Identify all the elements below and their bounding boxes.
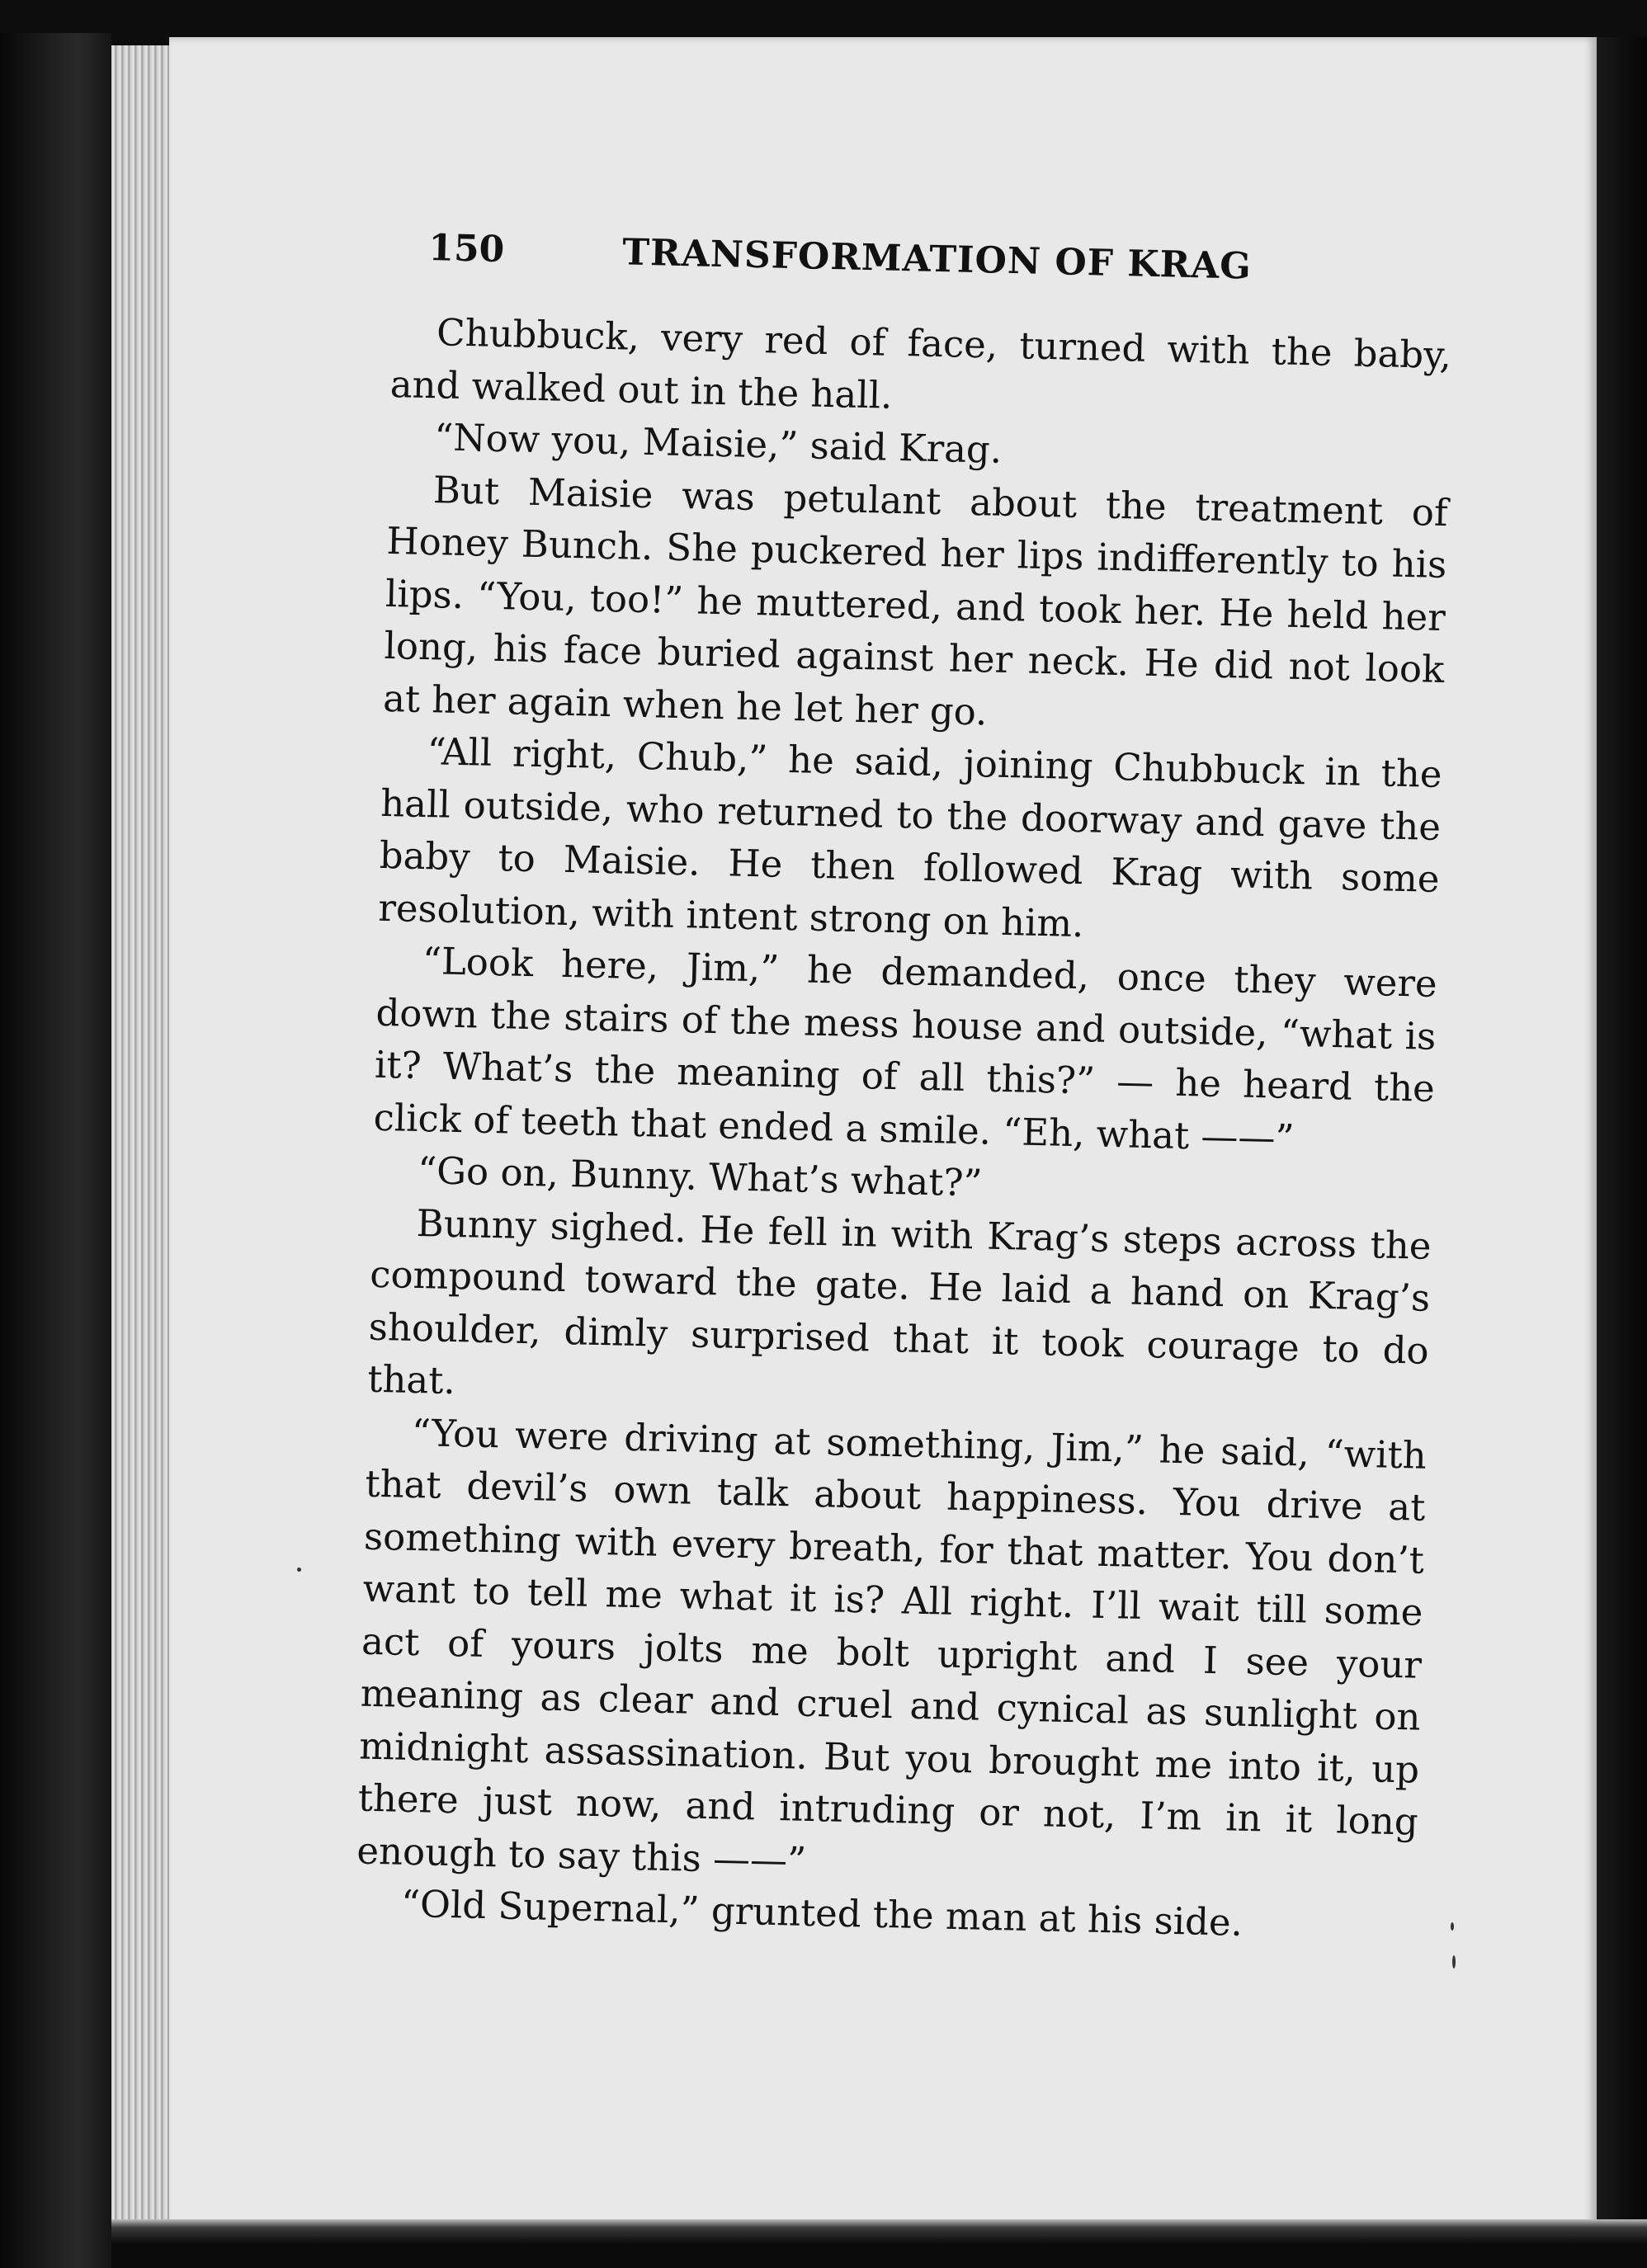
bottom-edge bbox=[111, 2219, 1647, 2268]
speck bbox=[1451, 1922, 1454, 1931]
running-head: TRANSFORMATION OF KRAG bbox=[621, 231, 1253, 288]
paragraph: “You were driving at something, Jim,” he said, “with that devil’s own talk about happiness. You drive at something with every breath, for that matter. You don’t want to tell me what it is? All right. I’ll wait till some act of yours jolts me bolt upright and I see your meaning as clear and cruel and cynical as sunlight on midnight assassination. But you brought me into it, up there just now, and intruding or not, I’m in it long enough to say this ——” bbox=[356, 1410, 1428, 1883]
speck bbox=[1452, 1955, 1456, 1969]
right-shadow bbox=[1597, 37, 1647, 2268]
paragraph: “All right, Chub,” he said, joining Chubbuck in the hall outside, who returned to the doorway and gave the baby to Maisie. He then followed Krag with some resolution, with intent strong on him. bbox=[377, 729, 1443, 945]
paragraph: “Look here, Jim,” he demanded, once they were down the stairs of the mess house and outside, “what is it? What’s the meaning of all this?” — he heard the click of teeth that ended a smile. “Eh, what ——” bbox=[373, 939, 1438, 1160]
paragraph: Bunny sighed. He fell in with Krag’s steps across the compound toward the gate. He laid a hand on Krag’s shoulder, dimly surprised that it took courage to do that. bbox=[366, 1200, 1432, 1403]
book-binding bbox=[0, 33, 111, 2268]
paragraph: But Maisie was petulant about the treatment of Honey Bunch. She puckered her lips indifferently to his lips. “You, too!” he muttered, and took her. He held her long, his face buried against her neck. He did not look at her again when he let her go. bbox=[382, 467, 1449, 733]
page-number: 150 bbox=[427, 227, 505, 271]
paragraph: “Now you, Maisie,” said Krag. bbox=[433, 415, 1003, 472]
page-edges bbox=[111, 45, 177, 2240]
paragraph: “Go on, Bunny. What’s what?” bbox=[417, 1148, 984, 1205]
paragraph: Chubbuck, very red of face, turned with the baby, and walked out in the hall. bbox=[389, 310, 1452, 417]
speck bbox=[297, 1568, 301, 1572]
paragraph: “Old Supernal,” grunted the man at his side. bbox=[400, 1881, 1244, 1945]
body-text bbox=[355, 305, 1451, 1953]
